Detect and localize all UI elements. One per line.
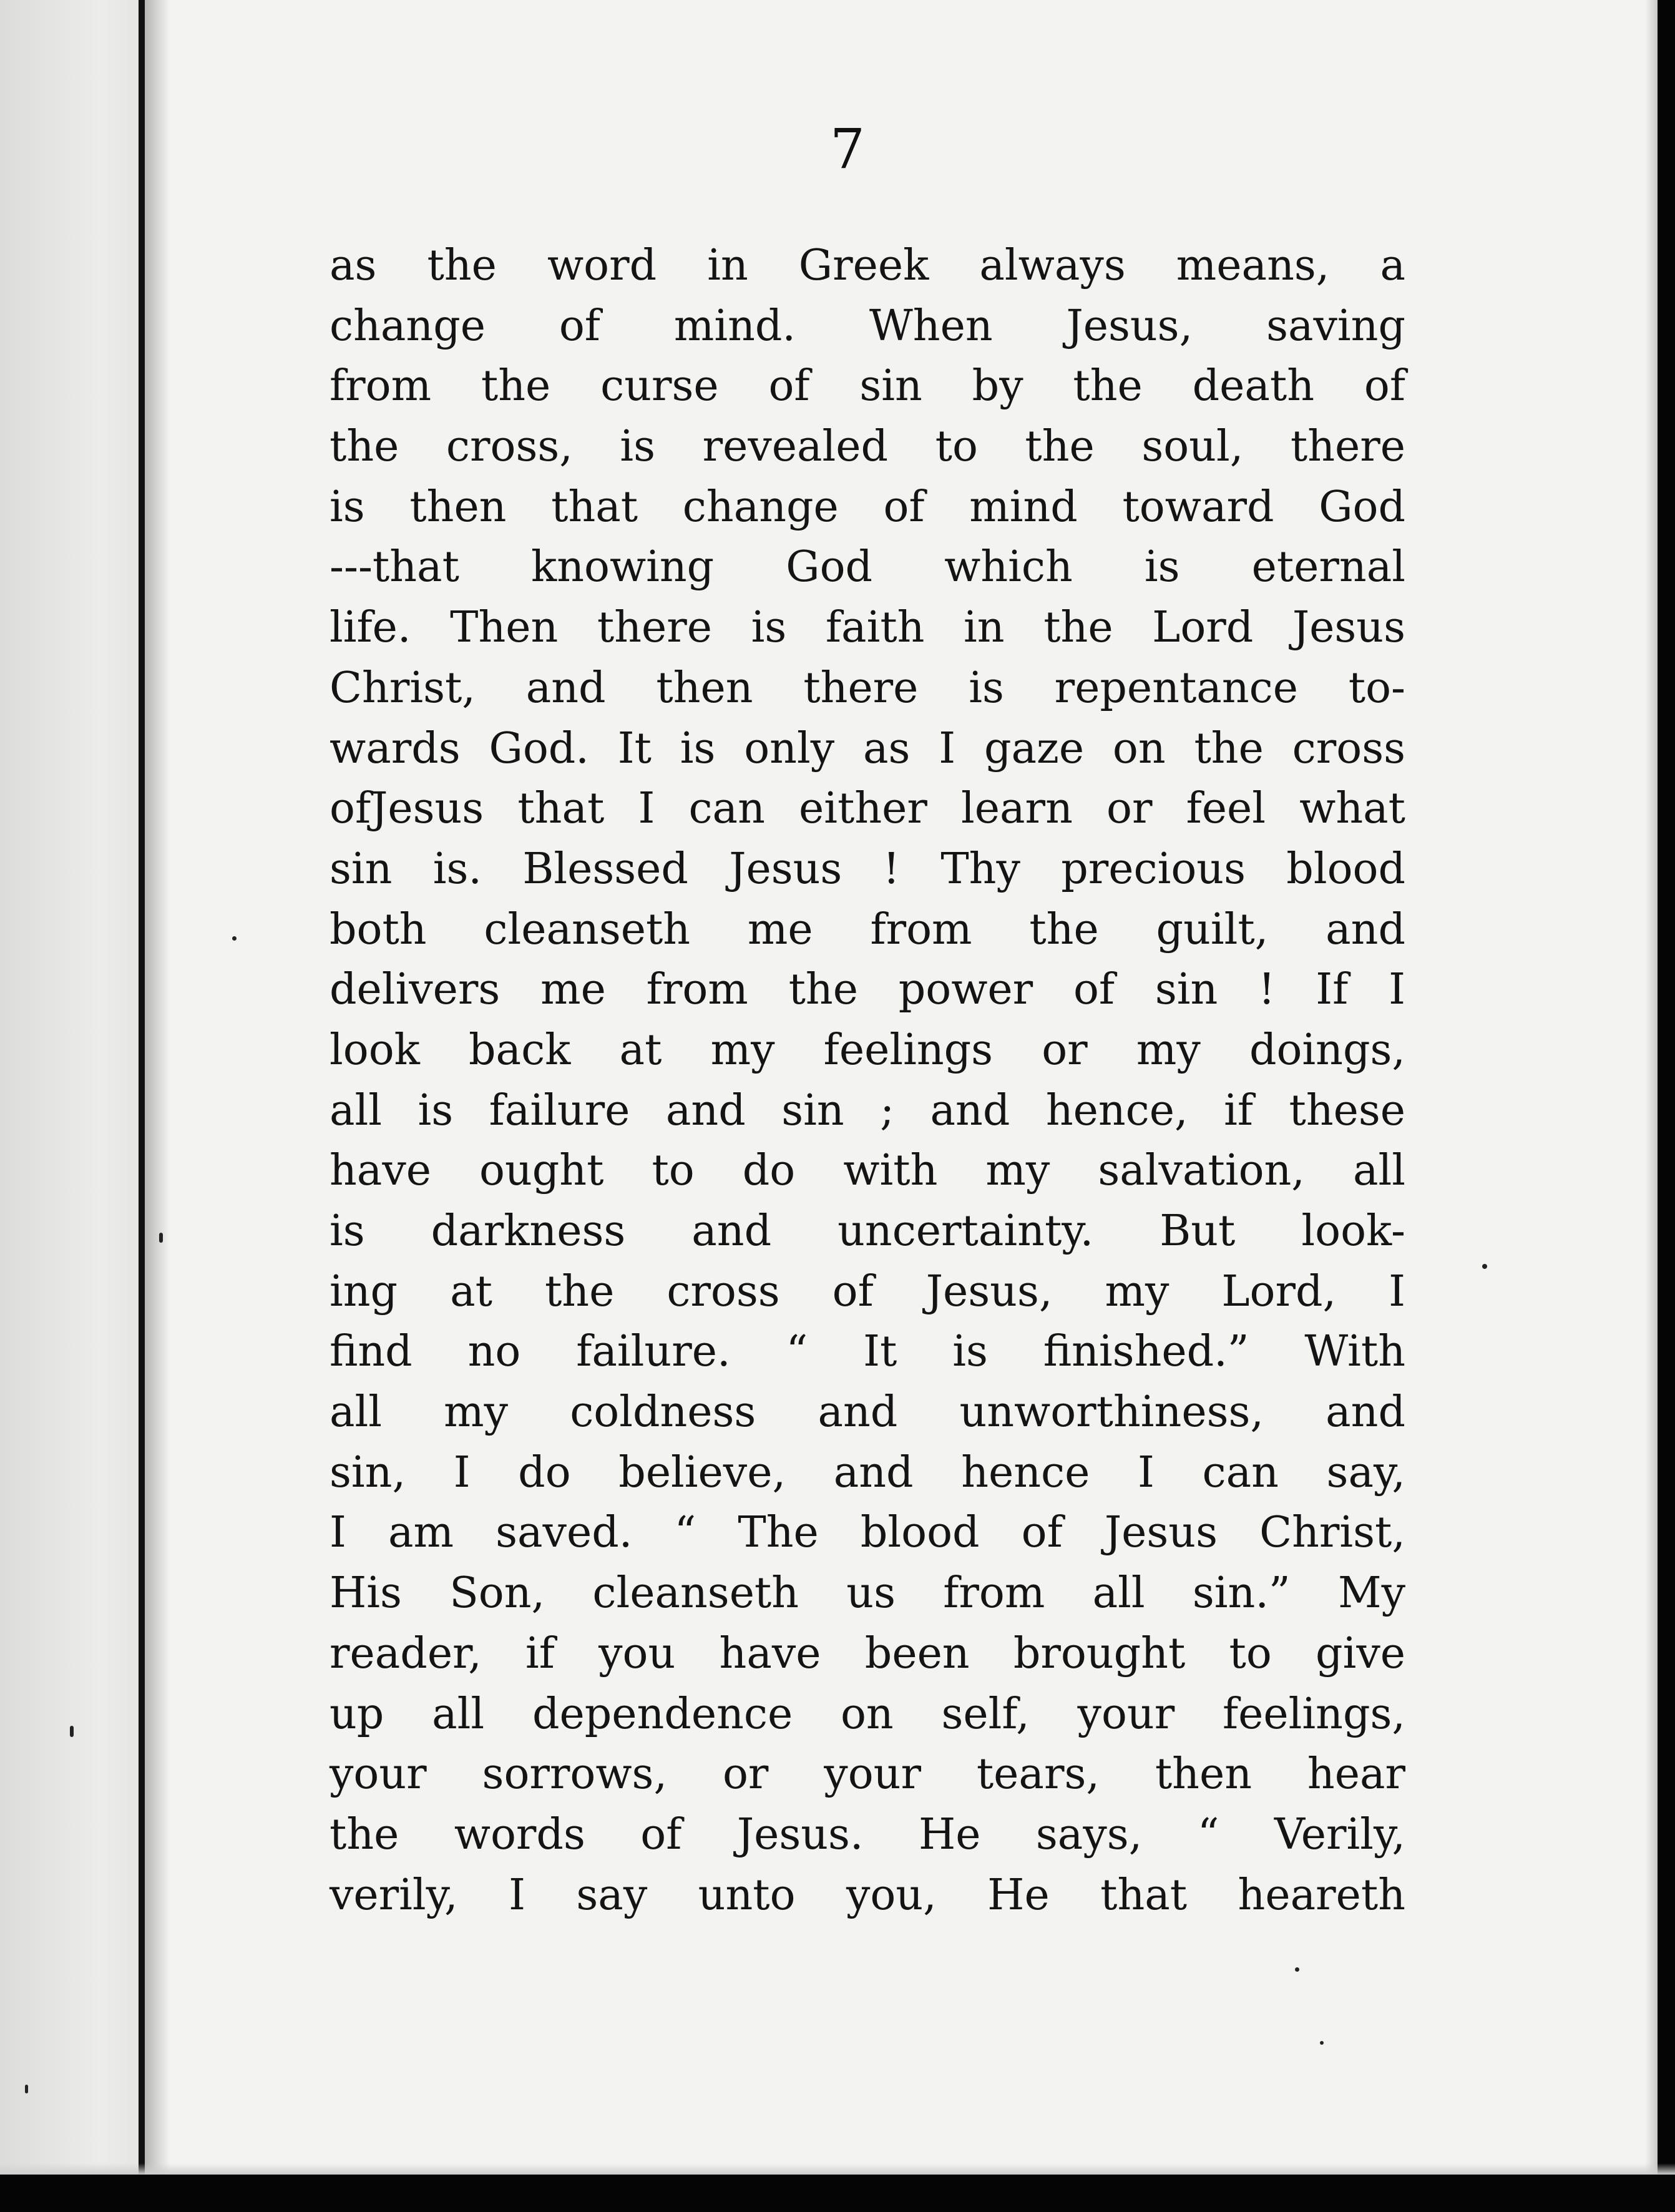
text-line: all my coldness and unworthiness, and bbox=[330, 1387, 1405, 1437]
text-line: look back at my feelings or my doings, bbox=[330, 1025, 1405, 1075]
text-line: all is failure and sin ; and hence, if these bbox=[330, 1085, 1405, 1135]
text-line: the words of Jesus. He says, “ Verily, bbox=[330, 1809, 1405, 1859]
text-line: as the word in Greek always means, a bbox=[330, 241, 1405, 290]
facing-page-edge bbox=[0, 0, 144, 2212]
text-line: from the curse of sin by the death of bbox=[330, 361, 1405, 411]
scan-speck bbox=[1482, 1264, 1487, 1269]
text-line: reader, if you have been brought to give bbox=[330, 1628, 1405, 1678]
bottom-edge-shade bbox=[0, 2163, 1675, 2175]
scan-speck bbox=[1320, 2041, 1324, 2045]
text-line: change of mind. When Jesus, saving bbox=[330, 301, 1405, 351]
right-scan-border bbox=[1658, 0, 1675, 2212]
text-line: find no failure. “ It is finished.” With bbox=[330, 1327, 1405, 1377]
bottom-scan-border bbox=[0, 2175, 1675, 2212]
text-line: His Son, cleanseth us from all sin.” My bbox=[330, 1568, 1405, 1618]
text-line: sin is. Blessed Jesus ! Thy precious blood bbox=[330, 844, 1405, 894]
scan-speck bbox=[159, 1233, 163, 1243]
text-line: both cleanseth me from the guilt, and bbox=[330, 904, 1405, 954]
scan-speck bbox=[25, 2085, 28, 2093]
text-line: ing at the cross of Jesus, my Lord, I bbox=[330, 1266, 1405, 1316]
right-edge-shade bbox=[1645, 0, 1658, 2212]
text-line: life. Then there is faith in the Lord Jesus bbox=[330, 603, 1405, 653]
body-text bbox=[330, 236, 1405, 1926]
text-line: have ought to do with my salvation, all bbox=[330, 1146, 1405, 1196]
scan-speck bbox=[232, 936, 237, 941]
spine-shadow bbox=[145, 0, 170, 2212]
text-line: is darkness and uncertainty. But look- bbox=[330, 1206, 1405, 1256]
text-line: ---that knowing God which is eternal bbox=[330, 542, 1405, 592]
text-line: up all dependence on self, your feelings, bbox=[330, 1689, 1405, 1739]
text-line: your sorrows, or your tears, then hear bbox=[330, 1750, 1405, 1799]
text-line: Christ, and then there is repentance to- bbox=[330, 663, 1405, 713]
text-line: I am saved. “ The blood of Jesus Christ, bbox=[330, 1508, 1405, 1558]
scan-speck bbox=[70, 1726, 74, 1737]
text-line: the cross, is revealed to the soul, there bbox=[330, 422, 1405, 472]
text-line: sin, I do believe, and hence I can say, bbox=[330, 1447, 1405, 1497]
text-line: wards God. It is only as I gaze on the cross bbox=[330, 723, 1405, 773]
gutter-line bbox=[139, 0, 145, 2212]
text-line: ofJesus that I can either learn or feel what bbox=[330, 784, 1405, 834]
text-line: verily, I say unto you, He that heareth bbox=[330, 1870, 1405, 1920]
scan-speck bbox=[1295, 1967, 1299, 1972]
text-line: delivers me from the power of sin ! If I bbox=[330, 965, 1405, 1015]
page-number: 7 bbox=[830, 117, 865, 181]
text-line: is then that change of mind toward God bbox=[330, 482, 1405, 532]
